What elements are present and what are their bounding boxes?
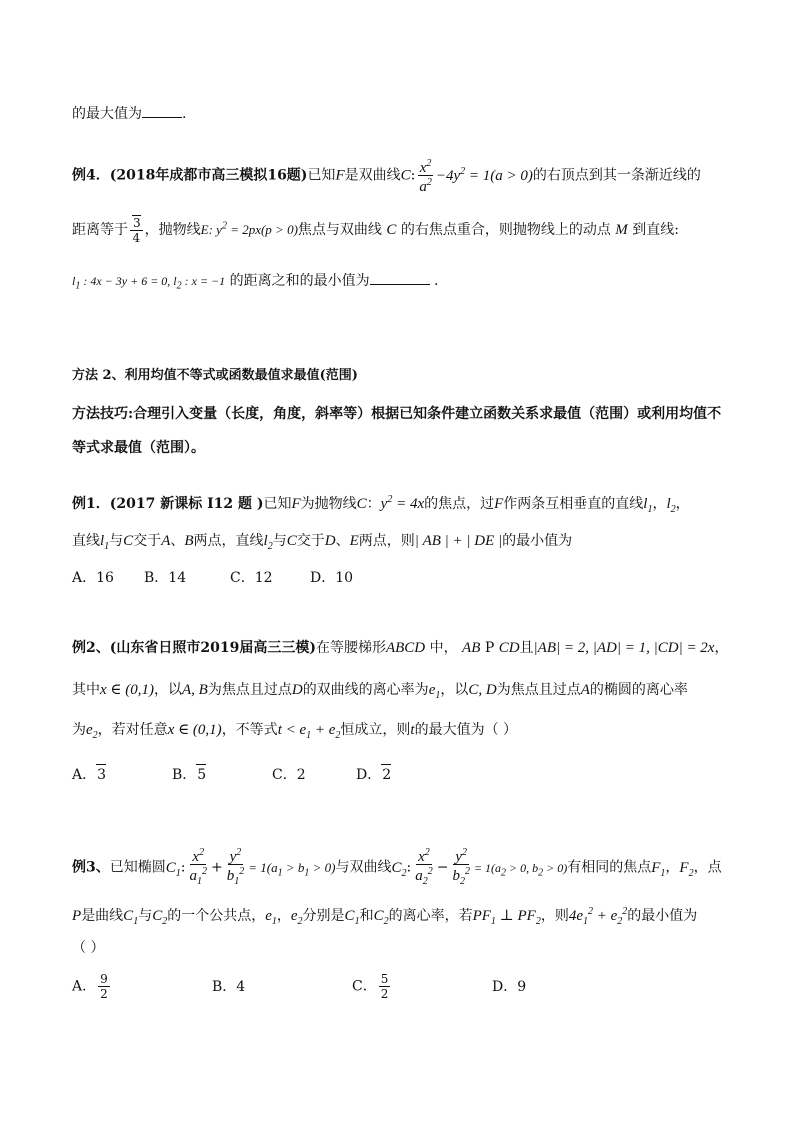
- example-3-line-1: 例3、已知椭圆$C_1$: $\frac{x^2}{a_1^2}$ + $\frac{y^2}{b_1^2}$ = $1(a_1 > b_1 > 0)$与双曲线$C_2$: $\frac{x^2}{a_2^2}$ − $\frac{y^2}{b_2^2}$ = $1(a_2 > 0$, $b_2 > 0$)有相同的焦点$F_1$，$F_2$，点: [72, 847, 722, 887]
- option-d: D．9: [492, 978, 527, 995]
- example-4-line-1: 例4．(2018年成都市高三模拟16题)已知F是双曲线C: $\frac{x^2}{a^2}$ $-4y^2 = 1(a > 0)$的右顶点到其一条渐近线的: [72, 158, 701, 195]
- option-c: C．12: [230, 570, 273, 586]
- answer-blank: [142, 103, 182, 118]
- example-1-label: 例1．(2017 新课标 Ⅰ12 题 ): [72, 496, 264, 512]
- option-d: D．2: [356, 764, 391, 785]
- example-4-label: 例4．(2018年成都市高三模拟16题): [72, 167, 308, 184]
- text-line-1: 的最大值为 .: [72, 103, 186, 124]
- example-2-line-2: 其中x ∈ (0,1)，以A, B为焦点且过点D的双曲线的离心率为$e_1$，以C, D为焦点且过点A的椭圆的离心率: [72, 682, 688, 701]
- example-3-label: 例3、: [72, 859, 110, 876]
- option-b: B．5: [172, 764, 272, 785]
- option-b: B．14: [144, 570, 187, 586]
- example-3-line-2: P是曲线$C_1$与$C_2$的一个公共点，$e_1$，$e_2$分别是$C_1$和$C_2$的离心率，若$PF_1$ ⊥ $PF_2$，则$4e_1^2 + e_2^2$的最小值为: [72, 906, 698, 927]
- option-d: D．10: [310, 570, 354, 586]
- option-a: A．3: [72, 764, 172, 785]
- answer-blank: [370, 270, 430, 285]
- method-2-tip-line-2: 等式求最值（范围）。: [72, 440, 205, 456]
- example-4-line-2: 距离等于 $\frac{3}{4}$ ，抛物线E: $y^2 = 2px(p > 0)$焦点与双曲线 C 的右焦点重合，则抛物线上的动点 M 到直线:: [72, 216, 679, 245]
- example-1-options: [72, 568, 353, 588]
- example-1-line-1: 例1．(2017 新课标 Ⅰ12 题 )已知F为抛物线C：$y^2 = 4x$的焦点，过F作两条互相垂直的直线$l_1$，$l_2$，: [72, 494, 690, 515]
- method-2-tip-line-1: 方法技巧:合理引入变量（长度，角度，斜率等）根据已知条件建立函数关系求最值（范围）或利用均值不: [72, 406, 722, 422]
- example-2-line-1: 例2、(山东省日照市2019届高三三模)在等腰梯形ABCD 中， AB P CD且|AB| = 2, |AD| = 1, |CD| = 2x，: [72, 640, 729, 656]
- example-3-options: [72, 972, 526, 1001]
- option-a: A．16: [72, 570, 114, 586]
- option-c: C．2: [272, 767, 306, 783]
- example-2-label: 例2、(山东省日照市2019届高三三模): [72, 640, 316, 656]
- example-3-line-3: （ ）: [72, 940, 105, 956]
- option-c: C． $\frac{5}{2}$: [352, 972, 389, 1001]
- example-2-line-3: 为$e_2$，若对任意x ∈ (0,1)，不等式$t < e_1 + e_2$恒成立，则t的最大值为（ ）: [72, 722, 518, 741]
- example-1-line-2: 直线$l_1$与C交于A、B两点，直线$l_2$与C交于D、E两点，则| AB | + | DE |的最小值为: [72, 533, 573, 552]
- method-2-title: 方法 2、利用均值不等式或函数最值求最值(范围): [72, 368, 358, 383]
- option-a: A． $\frac{9}{2}$: [72, 972, 108, 1001]
- option-b: B．4: [212, 978, 246, 995]
- example-4-line-3: $l_1$ : 4x − 3y + 6 = 0, $l_2$ : x = −1 的距离之和的最小值为 .: [72, 270, 439, 296]
- example-2-options: [72, 764, 391, 785]
